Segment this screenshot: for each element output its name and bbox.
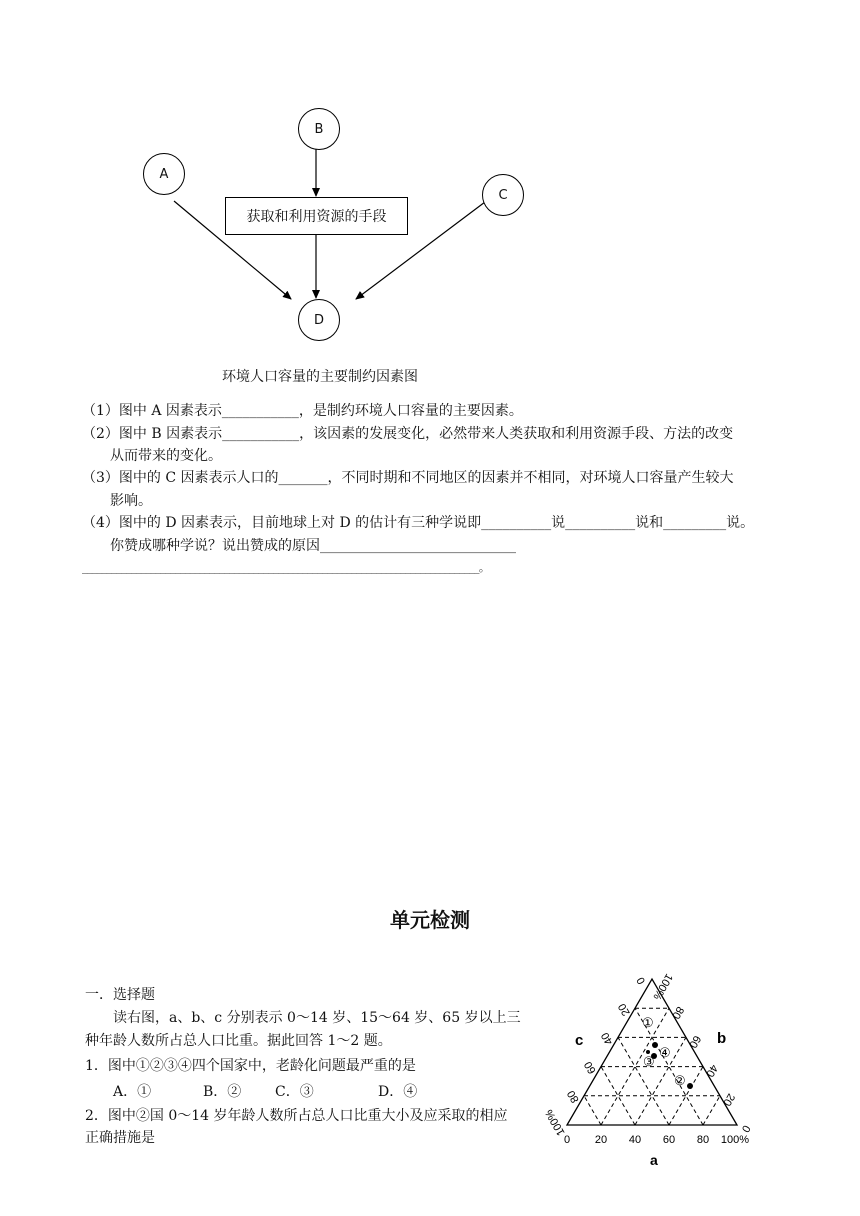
- node-b: B: [298, 108, 340, 150]
- option-b: B．②: [203, 1084, 242, 1100]
- question-3-line1: （3）图中的 C 因素表示人口的_______，不同时期和不同地区的因素并不相同，对环境人口容量产生较大: [82, 470, 734, 486]
- question-4-line3: _________________________________________________________________________________。: [82, 561, 490, 574]
- constraint-diagram: [0, 0, 860, 360]
- point-2-dot: [687, 1083, 693, 1089]
- svg-text:20: 20: [616, 1001, 633, 1018]
- option-a: A．①: [113, 1084, 152, 1100]
- point-label-3: ③: [643, 1054, 655, 1069]
- point-1-dot: [652, 1042, 658, 1048]
- unit-test-title: 单元检测: [390, 908, 470, 932]
- intro-line1: 读右图，a、b、c 分别表示 0～14 岁、15～64 岁、65 岁以上三: [113, 1010, 521, 1026]
- diagram-caption: 环境人口容量的主要制约因素图: [222, 369, 418, 385]
- mc-question-2-line1: 2．图中②国 0～14 岁年龄人数所占总人口比重大小及应采取的相应: [85, 1108, 508, 1124]
- mc-question-2-line2: 正确措施是: [85, 1130, 155, 1146]
- svg-text:60: 60: [582, 1059, 599, 1076]
- svg-text:100%: 100%: [720, 1134, 750, 1146]
- intro-line2: 种年龄人数所占总人口比重。据此回答 1～2 题。: [85, 1033, 392, 1049]
- svg-text:0: 0: [634, 974, 649, 987]
- section-heading: 一．选择题: [85, 987, 155, 1003]
- svg-text:40: 40: [703, 1062, 720, 1079]
- question-3-line2: 影响。: [110, 493, 152, 509]
- svg-text:100%: 100%: [650, 971, 675, 1002]
- question-2-line2: 从而带来的变化。: [110, 448, 222, 464]
- left-ticks: [543, 975, 648, 1138]
- svg-text:40: 40: [599, 1030, 616, 1047]
- svg-text:20: 20: [720, 1091, 737, 1108]
- svg-text:100%: 100%: [543, 1107, 568, 1138]
- ternary-age-diagram: [540, 965, 770, 1175]
- mc-question-1: 1．图中①②③④四个国家中，老龄化问题最严重的是: [85, 1058, 416, 1074]
- point-label-4: ④: [659, 1045, 671, 1060]
- node-d: D: [298, 299, 340, 341]
- node-a: A: [143, 153, 185, 195]
- svg-text:20: 20: [594, 1134, 608, 1146]
- svg-text:0: 0: [563, 1134, 571, 1146]
- question-2-line1: （2）图中 B 因素表示___________，该因素的发展变化，必然带来人类获取和利用资源手段、方法的改变: [82, 426, 734, 442]
- svg-text:60: 60: [662, 1134, 676, 1146]
- svg-text:80: 80: [696, 1134, 710, 1146]
- ternary-frame: [567, 979, 737, 1125]
- axis-label-b: b: [717, 1030, 727, 1047]
- point-label-2: ②: [674, 1073, 686, 1088]
- resource-means-box: 获取和利用资源的手段: [225, 197, 408, 235]
- svg-text:80: 80: [669, 1004, 686, 1021]
- node-c: C: [482, 174, 524, 216]
- option-d: D．④: [378, 1084, 418, 1100]
- option-c: C．③: [275, 1084, 314, 1100]
- svg-text:0: 0: [738, 1122, 753, 1135]
- question-4-line1: （4）图中的 D 因素表示，目前地球上对 D 的估计有三种学说即__________说__________说和_________说。: [82, 515, 755, 531]
- question-1: （1）图中 A 因素表示___________，是制约环境人口容量的主要因素。: [82, 403, 523, 419]
- bottom-ticks: [564, 1134, 749, 1146]
- axis-label-a: a: [650, 1152, 658, 1168]
- axis-label-c: c: [575, 1032, 584, 1049]
- svg-text:80: 80: [565, 1088, 582, 1105]
- svg-text:60: 60: [686, 1033, 703, 1050]
- point-label-1: ①: [642, 1015, 654, 1030]
- question-4-line2: 你赞成哪种学说？说出赞成的原因____________________________: [110, 538, 516, 554]
- svg-text:40: 40: [628, 1134, 642, 1146]
